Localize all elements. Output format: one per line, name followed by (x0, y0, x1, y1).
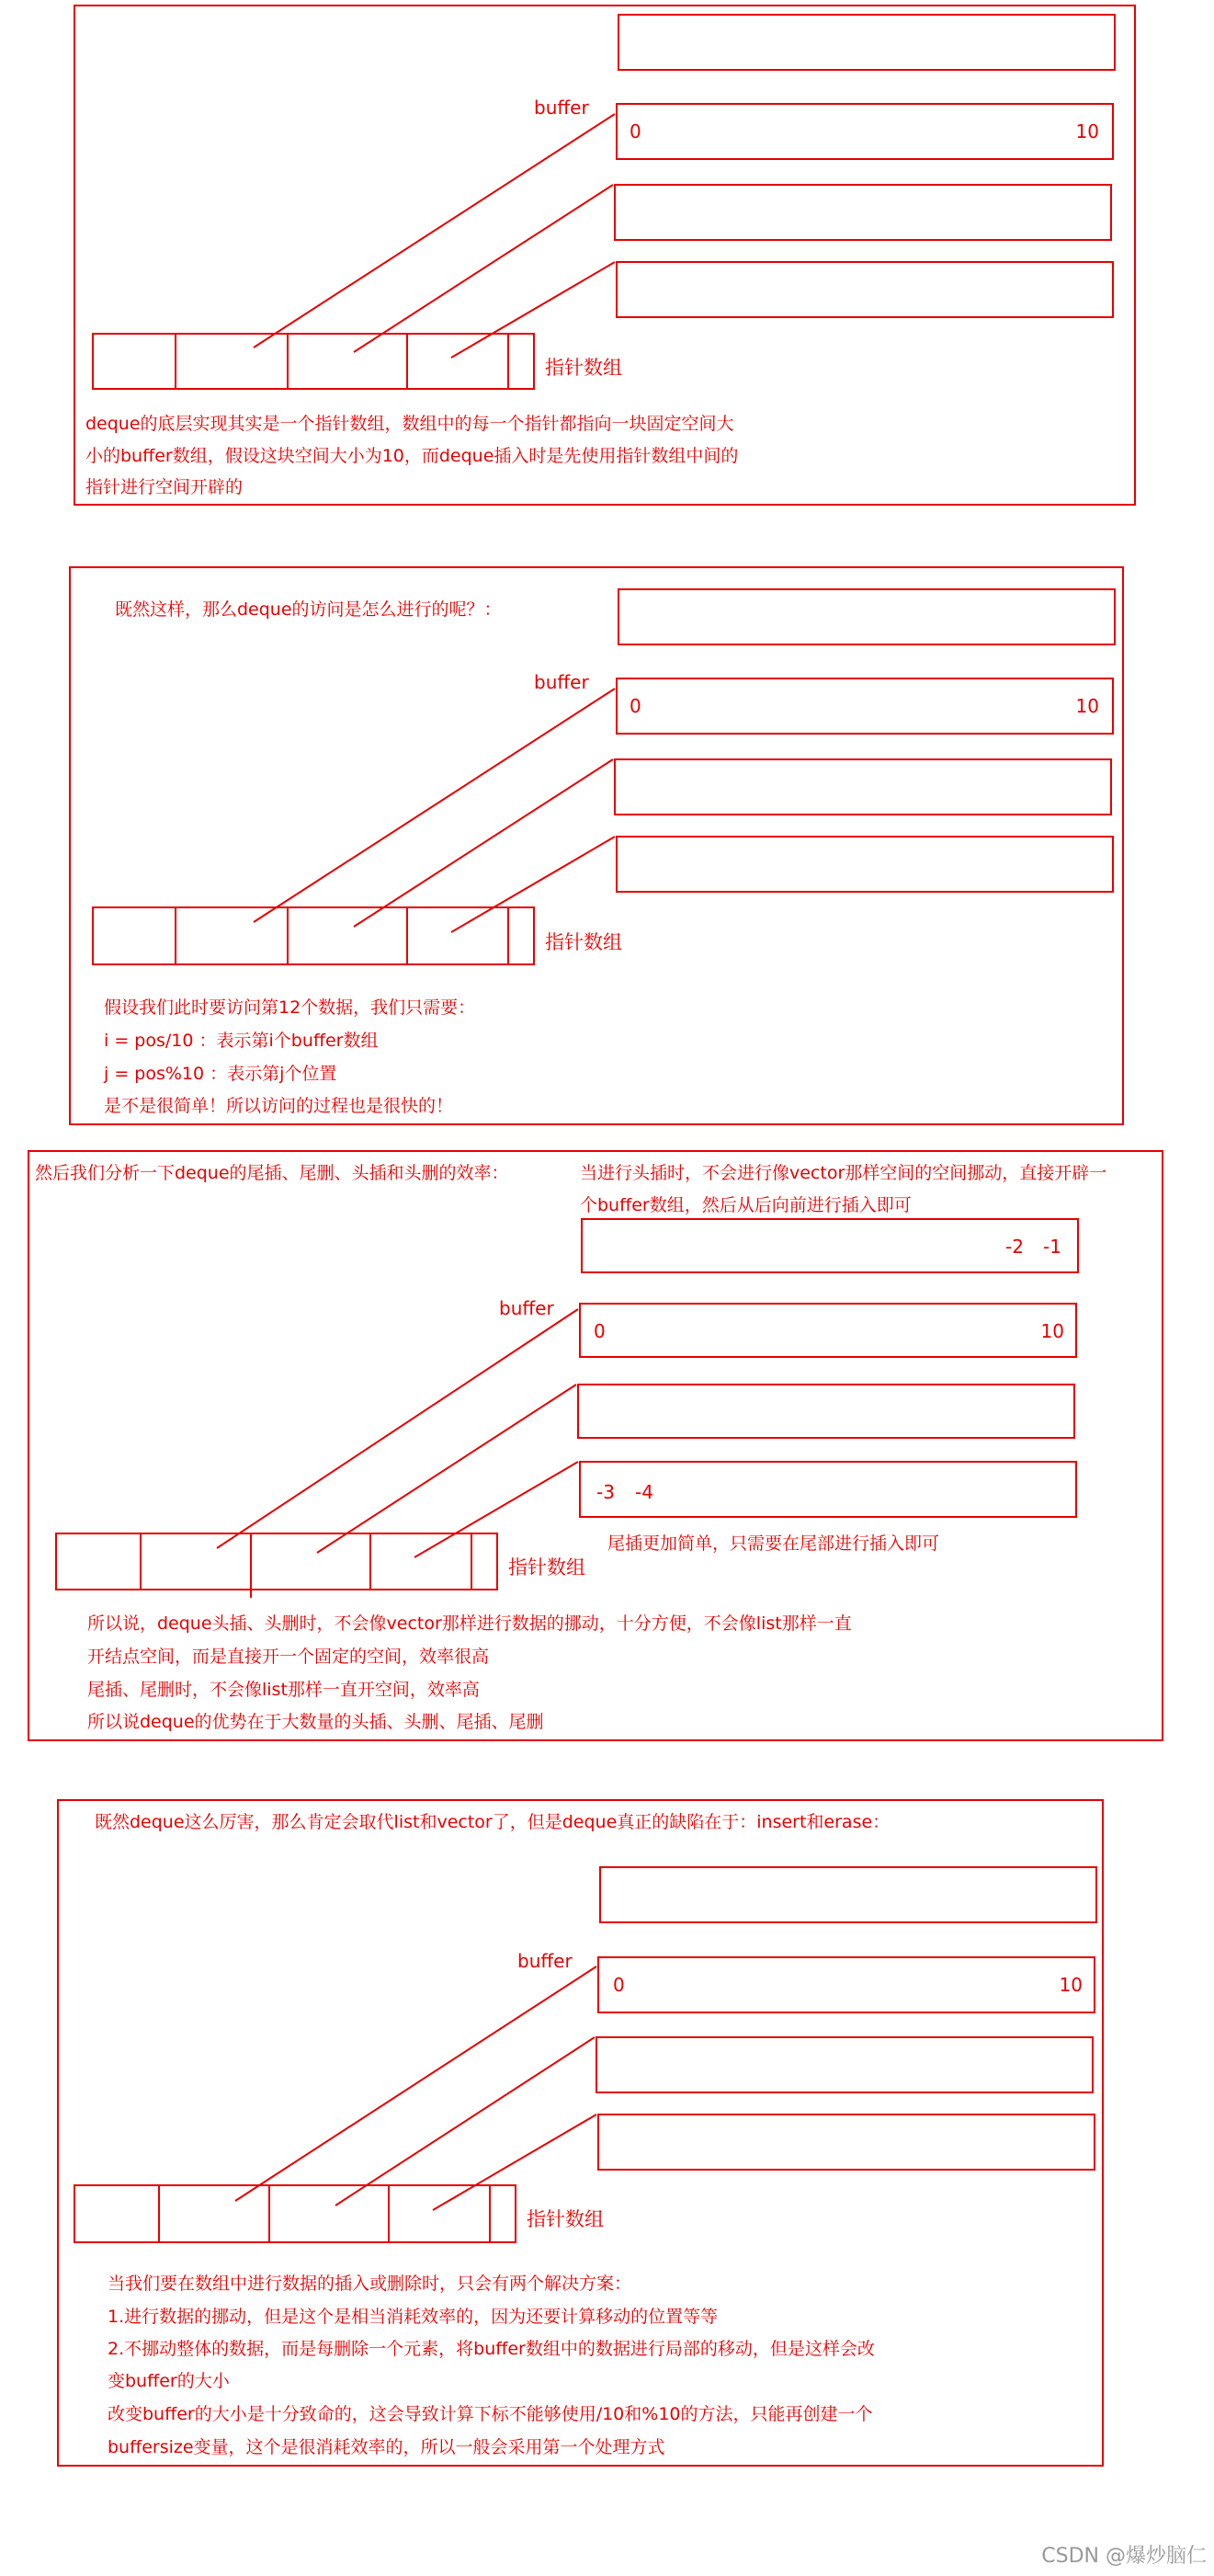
panel-1-buffer-label: buffer (534, 97, 589, 119)
panel-3-head-insert-note-1: 当进行头插时，不会进行像vector那样空间的空间挪动，直接开辟一 (580, 1163, 1107, 1183)
panel-3-buffer-label: buffer (499, 1297, 554, 1319)
panel-3-buffer-block-3 (578, 1385, 1074, 1438)
panel-3-buffer-block-4 (580, 1462, 1076, 1517)
panel-1-desc-line-1: deque的底层实现其实是一个指针数组，数组中的每一个指针都指向一块固定空间大 (85, 414, 734, 434)
panel-4-desc-line-2: 1.进行数据的挪动，但是这个是相当消耗效率的，因为还要计算移动的位置等等 (108, 2307, 719, 2327)
panel-1-desc-line-2: 小的buffer数组，假设这块空间大小为10，而deque插入时是先使用指针数组中间的 (85, 446, 739, 466)
panel-2-pointer-array-label: 指针数组 (545, 931, 622, 953)
panel-1-buffer-block-4 (617, 262, 1113, 317)
panel-2-pointer-arrow-2 (354, 759, 613, 927)
panel-3-pointer-arrow-1 (217, 1309, 578, 1548)
panel-1-buffer-block-2 (617, 104, 1113, 159)
panel-1-pointer-array (93, 334, 534, 389)
panel-3-buffer-row-left: 0 (594, 1320, 606, 1342)
panel-2-desc-line-3: j = pos%10 ：表示第j个位置 (104, 1064, 337, 1084)
panel-3-bottom-row-value-1: -3 (596, 1481, 615, 1503)
panel-3-desc-line-4: 所以说deque的优势在于大数量的头插、头删、尾插、尾删 (87, 1712, 544, 1732)
panel-2-desc-line-1: 假设我们此时要访问第12个数据，我们只需要： (104, 997, 476, 1018)
panel-4-heading: 既然deque这么厉害，那么肯定会取代list和vector了，但是deque真正的缺陷在于：insert和erase： (95, 1812, 891, 1832)
panel-2-buffer-block-2 (617, 678, 1113, 734)
panel-3-pointer-arrow-2 (317, 1385, 576, 1553)
panel-1-buffer-row-left: 0 (630, 120, 641, 142)
panel-3-tail-insert-note: 尾插更加简单，只需要在尾部进行插入即可 (607, 1533, 940, 1554)
panel-1-desc-line-3: 指针进行空间开辟的 (85, 477, 244, 497)
panel-1-pointer-arrow-2 (354, 185, 613, 352)
panel-2-pointer-array (93, 907, 534, 964)
panel-3-desc-line-3: 尾插、尾删时，不会像list那样一直开空间，效率高 (87, 1680, 480, 1700)
panel-4-pointer-array-label: 指针数组 (527, 2208, 604, 2230)
panel-1-pointer-array-label: 指针数组 (545, 357, 622, 379)
panel-3-desc-line-2: 开结点空间，而是直接开一个固定的空间，效率很高 (87, 1647, 490, 1667)
panel-4-buffer-block-1 (600, 1867, 1096, 1922)
panel-2-pointer-arrow-1 (254, 689, 615, 922)
panel-2-desc-line-4: 是不是很简单！所以访问的过程也是很快的！ (104, 1096, 454, 1116)
panel-3-heading: 然后我们分析一下deque的尾插、尾删、头插和头删的效率： (35, 1163, 509, 1183)
panel-4-buffer-block-2 (598, 1957, 1095, 2012)
panel-4-pointer-array (74, 2185, 516, 2242)
panel-4-frame (58, 1800, 1103, 2466)
panel-1-pointer-arrow-1 (254, 114, 615, 348)
panel-3-top-row-value-1: -2 (1005, 1236, 1024, 1258)
panel-2-buffer-row-left: 0 (630, 695, 641, 717)
panel-2-buffer-block-3 (615, 759, 1111, 815)
panel-4-buffer-label: buffer (517, 1950, 573, 1972)
panel-4-desc-line-5: 改变buffer的大小是十分致命的，这会导致计算下标不能够使用/10和%10的方法，只能再创建一个 (108, 2404, 873, 2424)
panel-2-buffer-block-4 (617, 837, 1113, 892)
panel-3-buffer-block-2 (580, 1304, 1076, 1357)
panel-1-buffer-block-3 (615, 185, 1111, 240)
panel-4-pointer-arrow-1 (235, 1966, 596, 2201)
panel-2-buffer-label: buffer (534, 671, 589, 693)
panel-4-buffer-block-4 (598, 2114, 1095, 2170)
panel-3-pointer-array (56, 1533, 497, 1598)
panel-3-pointer-array-label: 指针数组 (508, 1556, 585, 1579)
panel-3-bottom-row-value-2: -4 (635, 1481, 653, 1503)
panel-2-buffer-row-right: 10 (1075, 695, 1099, 717)
panel-4-buffer-row-left: 0 (613, 1974, 625, 1996)
panel-3-buffer-block-1 (582, 1219, 1078, 1272)
panel-3-buffer-row-right: 10 (1040, 1320, 1064, 1342)
panel-4-desc-line-3: 2.不挪动整体的数据，而是每删除一个元素，将buffer数组中的数据进行局部的移动，但是这样会改 (108, 2339, 875, 2359)
panel-2-desc-line-2: i = pos/10 ：表示第i个buffer数组 (104, 1031, 379, 1051)
csdn-watermark: CSDN @爆炒脑仁 (1041, 2545, 1207, 2568)
panel-1-buffer-block-1 (618, 15, 1115, 70)
panel-2-buffer-block-1 (618, 589, 1115, 644)
panel-4-desc-line-1: 当我们要在数组中进行数据的插入或删除时，只会有两个解决方案： (108, 2274, 632, 2294)
panel-4-buffer-row-right: 10 (1059, 1974, 1083, 1996)
panel-4-pointer-arrow-2 (335, 2037, 595, 2206)
panel-2-heading: 既然这样，那么deque的访问是怎么进行的呢？： (115, 599, 502, 620)
panel-1-buffer-row-right: 10 (1075, 120, 1099, 142)
panel-3-top-row-value-2: -1 (1043, 1236, 1061, 1258)
panel-3-head-insert-note-2: 个buffer数组，然后从后向前进行插入即可 (580, 1195, 912, 1215)
panel-3-desc-line-1: 所以说，deque头插、头删时，不会像vector那样进行数据的挪动，十分方便，不会像list那样一直 (87, 1613, 852, 1634)
panel-4-buffer-block-3 (596, 2037, 1093, 2092)
panel-4-desc-line-4: 变buffer的大小 (108, 2371, 230, 2391)
panel-4 (58, 1800, 1103, 2466)
panel-4-desc-line-6: buffersize变量，这个是很消耗效率的，所以一般会采用第一个处理方式 (108, 2437, 665, 2457)
